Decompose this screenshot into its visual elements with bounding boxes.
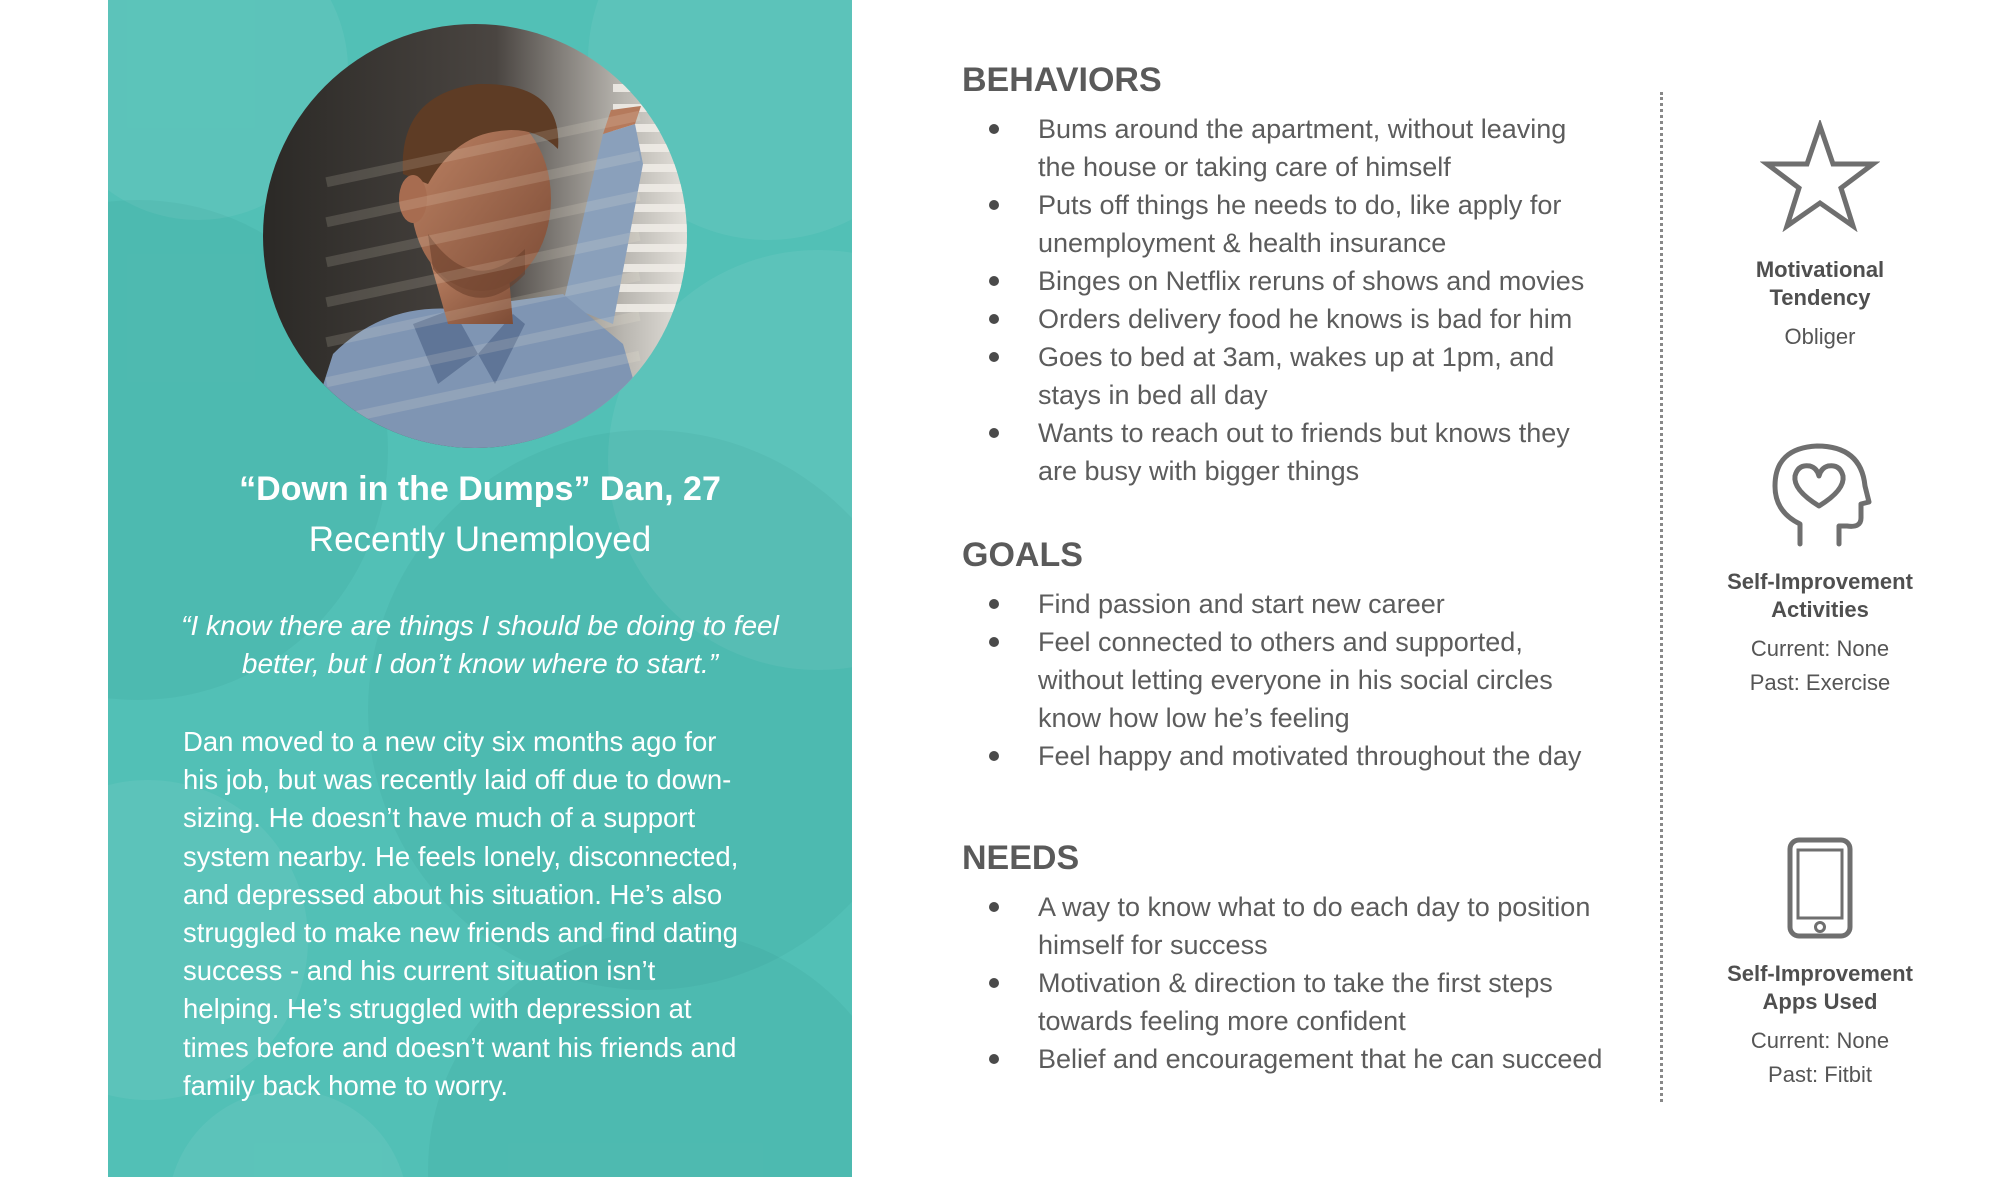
apps-stat: [1700, 836, 1940, 1092]
star-icon: [1760, 120, 1880, 232]
goal-line: without letting everyone in his social circles: [1038, 665, 1553, 695]
stat-value: Past: Fitbit: [1768, 1062, 1872, 1087]
behavior-item: [962, 186, 1652, 262]
stat-label: Tendency: [1769, 285, 1871, 310]
bio-line: and depressed about his situation. He’s also: [183, 878, 723, 910]
behaviors-heading: BEHAVIORS: [962, 61, 1162, 99]
goal-line: Find passion and start new career: [1038, 589, 1445, 619]
bio-line: system nearby. He feels lonely, disconnected,: [183, 840, 739, 872]
behavior-line: Binges on Netflix reruns of shows and movies: [1038, 266, 1585, 296]
needs-list: [962, 888, 1652, 1078]
need-line: Belief and encouragement that he can succeed: [1038, 1044, 1603, 1074]
behavior-item: [962, 110, 1652, 186]
motivation-stat: [1700, 120, 1940, 354]
goal-line: know how low he’s feeling: [1038, 703, 1350, 733]
behavior-line: are busy with bigger things: [1038, 456, 1360, 486]
activities-stat: [1700, 440, 1940, 700]
goal-item: [962, 585, 1652, 623]
behavior-line: Puts off things he needs to do, like apply for: [1038, 190, 1562, 220]
persona-panel: [108, 0, 852, 1177]
persona-role: Recently Unemployed: [308, 520, 652, 559]
bio-line: helping. He’s struggled with depression at: [183, 993, 692, 1025]
bio-line: struggled to make new friends and find dating: [183, 917, 738, 949]
behavior-line: Bums around the apartment, without leaving: [1038, 114, 1567, 144]
bio-line: his job, but was recently laid off due to down-: [183, 764, 732, 796]
stat-label: Self-Improvement: [1727, 569, 1913, 594]
bio-line: times before and doesn’t want his friends and: [183, 1031, 737, 1063]
goals-heading: GOALS: [962, 536, 1083, 574]
stat-value: Past: Exercise: [1749, 670, 1891, 695]
stat-value: Obliger: [1784, 324, 1856, 349]
stat-label: Apps Used: [1762, 989, 1878, 1014]
behavior-line: Goes to bed at 3am, wakes up at 1pm, and: [1038, 342, 1555, 372]
goal-item: [962, 737, 1652, 775]
goal-item: [962, 623, 1652, 737]
goal-line: Feel happy and motivated throughout the day: [1038, 741, 1582, 771]
behavior-item: [962, 414, 1652, 490]
need-item: [962, 1040, 1652, 1078]
stat-label: Self-Improvement: [1727, 961, 1913, 986]
need-line: towards feeling more confident: [1038, 1006, 1406, 1036]
needs-heading: NEEDS: [962, 839, 1080, 877]
behavior-line: Wants to reach out to friends but knows they: [1038, 418, 1570, 448]
goals-list: [962, 585, 1652, 775]
bio-line: Dan moved to a new city six months ago for: [183, 726, 717, 757]
persona-photo: [263, 24, 687, 448]
stat-label: Motivational: [1755, 257, 1885, 282]
bio-line: family back home to worry.: [183, 1069, 509, 1101]
behavior-line: the house or taking care of himself: [1038, 152, 1451, 182]
stat-value: Current: None: [1750, 636, 1890, 661]
behaviors-list: [962, 110, 1652, 490]
behavior-item: [962, 338, 1652, 414]
behavior-line: stays in bed all day: [1038, 380, 1268, 410]
behaviors-section: [962, 60, 1652, 490]
smartphone-icon: [1785, 836, 1855, 940]
behavior-item: [962, 262, 1652, 300]
persona-bio: [183, 723, 793, 1105]
need-line: himself for success: [1038, 930, 1268, 960]
bio-line: success - and his current situation isn’t: [183, 955, 656, 987]
goal-line: Feel connected to others and supported,: [1038, 627, 1523, 657]
head-heart-icon: [1765, 440, 1875, 550]
stat-value: Current: None: [1750, 1028, 1890, 1053]
behavior-line: unemployment & health insurance: [1038, 228, 1447, 258]
need-line: A way to know what to do each day to position: [1038, 892, 1591, 922]
stat-label: Activities: [1771, 597, 1869, 622]
bio-line: sizing. He doesn’t have much of a support: [183, 802, 696, 834]
need-item: [962, 888, 1652, 964]
behavior-item: [962, 300, 1652, 338]
goals-section: [962, 535, 1652, 775]
need-line: Motivation & direction to take the first steps: [1038, 968, 1553, 998]
behavior-line: Orders delivery food he knows is bad for him: [1038, 304, 1573, 334]
needs-section: [962, 838, 1652, 1078]
need-item: [962, 964, 1652, 1040]
column-divider: [1660, 92, 1663, 1102]
persona-name: “Down in the Dumps” Dan, 27: [239, 470, 721, 508]
persona-quote: “I know there are things I should be doing to feel better, but I don’t know where to start.”: [181, 610, 779, 679]
